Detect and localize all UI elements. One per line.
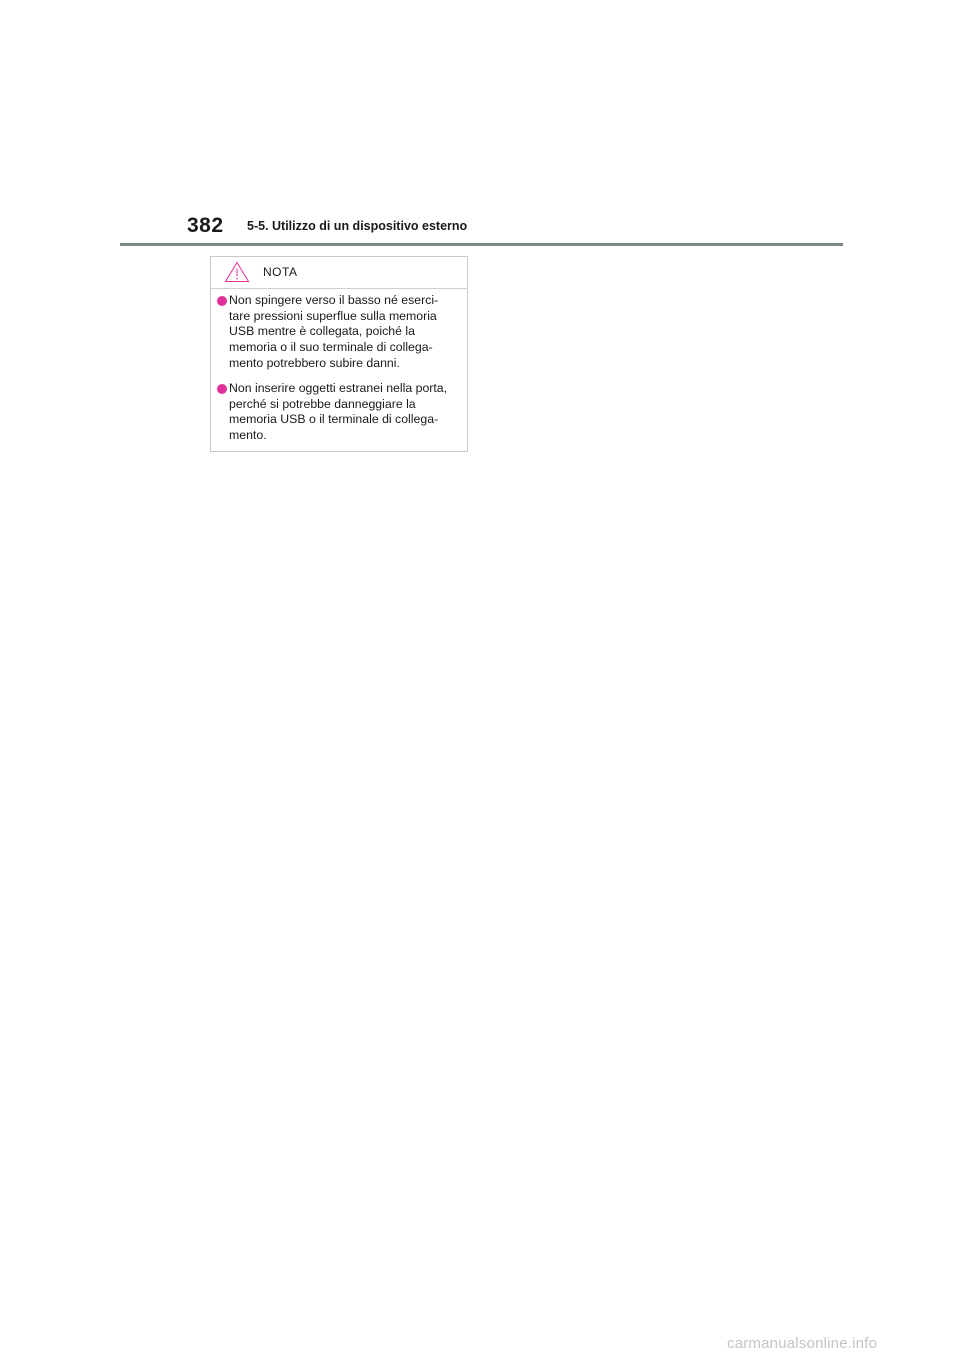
- bullet-icon: [217, 384, 227, 394]
- warning-triangle-icon: [224, 261, 250, 283]
- watermark: carmanualsonline.info: [727, 1335, 878, 1352]
- note-box: [210, 256, 468, 452]
- note-item-text: Non inserire oggetti estranei nella porta, perché si potrebbe danneggiare la memoria USB o il terminale di collega- mento.: [229, 381, 448, 443]
- section-title: 5-5. Utilizzo di un dispositivo esterno: [247, 219, 468, 233]
- note-header: [211, 257, 467, 289]
- bullet-icon: [217, 296, 227, 306]
- page-number: 382: [187, 214, 224, 237]
- note-title: NOTA: [263, 265, 298, 279]
- note-item-text: Non spingere verso il basso né eserci- tare pressioni superflue sulla memoria USB mentre è collegata, poiché la memoria o il suo terminale di collega- mento potrebbero subire danni.: [229, 293, 439, 370]
- header-rule: [120, 243, 843, 246]
